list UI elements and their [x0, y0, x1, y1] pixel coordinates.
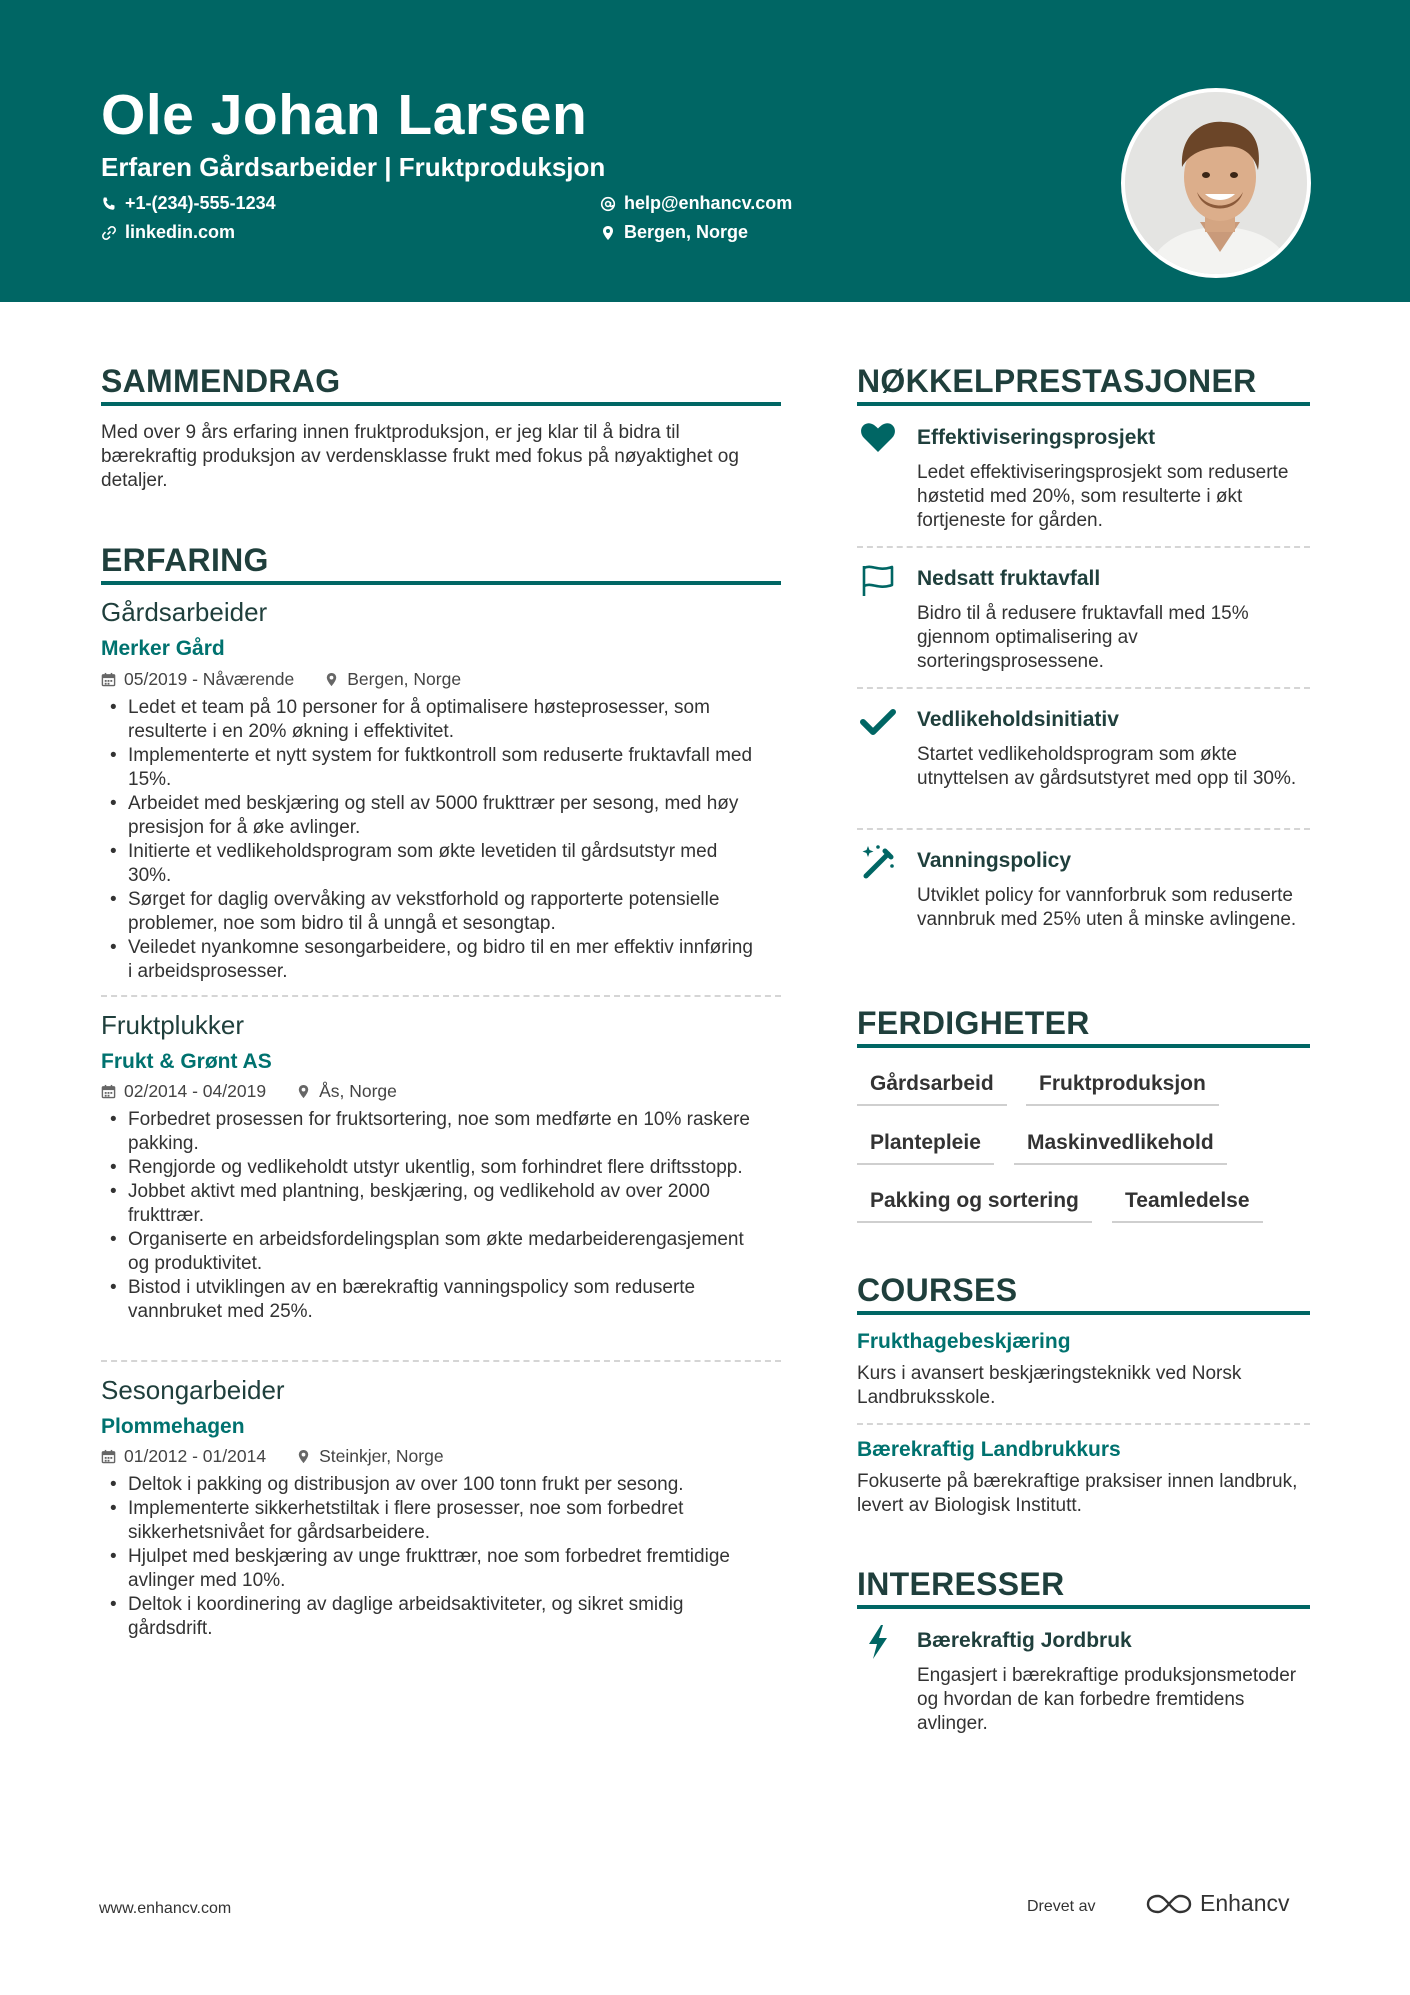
- job-company: Frukt & Grønt AS: [101, 1050, 272, 1073]
- list-item: • Implementerte et nytt system for fuktkontroll som reduserte fruktavfall med 15%.: [101, 744, 756, 792]
- interest-title: Bærekraftig Jordbruk: [917, 1629, 1132, 1652]
- achievement-title: Vanningspolicy: [917, 849, 1072, 872]
- phone-text: +1-(234)-555-1234: [125, 193, 276, 213]
- achievement-title: Nedsatt fruktavfall: [917, 567, 1101, 590]
- list-item: • Initierte et vedlikeholdsprogram som økte levetiden til gårdsutstyr med 30%.: [101, 840, 756, 888]
- skill-tag: Maskinvedlikehold: [1014, 1131, 1227, 1165]
- skills-rule: [857, 1044, 1310, 1048]
- job-bullets: [101, 1108, 756, 1324]
- footer-website[interactable]: www.enhancv.com: [99, 1900, 232, 1917]
- skill-tag: Teamledelse: [1112, 1189, 1263, 1223]
- divider: [101, 1360, 781, 1362]
- summary-heading: SAMMENDRAG: [101, 363, 341, 399]
- list-item: • Implementerte sikkerhetstiltak i flere prosesser, noe som forbedret sikkerhetsnivået for gårdsarbeidere.: [101, 1497, 756, 1545]
- header-banner: [0, 0, 1410, 302]
- achievement-title: Effektiviseringsprosjekt: [917, 426, 1156, 449]
- interest-desc: Engasjert i bærekraftige produksjonsmetoder og hvordan de kan forbedre fremtidens avlinger.: [917, 1665, 1297, 1734]
- experience-heading: ERFARING: [101, 542, 269, 578]
- link-icon: [101, 225, 117, 241]
- job-meta: [101, 1081, 397, 1102]
- list-item: • Rengjorde og vedlikeholdt utstyr ukentlig, som forhindret flere driftsstopp.: [101, 1156, 756, 1180]
- job-bullets: [101, 1473, 756, 1641]
- list-item: • Ledet et team på 10 personer for å optimalisere høsteprosesser, som resulterte i en 20% økning i effektivitet.: [101, 696, 756, 744]
- divider: [857, 1423, 1310, 1425]
- course-desc: Fokuserte på bærekraftige praksiser innen landbruk, levert av Biologisk Institutt.: [857, 1471, 1298, 1516]
- divider: [101, 995, 781, 997]
- divider: [857, 687, 1310, 689]
- candidate-name: Ole Johan Larsen: [101, 83, 588, 147]
- summary-rule: [101, 402, 781, 406]
- location-pin-icon: [296, 1084, 311, 1099]
- courses-rule: [857, 1311, 1310, 1315]
- courses-heading: COURSES: [857, 1272, 1018, 1308]
- list-item: • Bistod i utviklingen av en bærekraftig vanningspolicy som reduserte vannbruket med 25%.: [101, 1276, 756, 1324]
- job-company: Merker Gård: [101, 637, 225, 660]
- skills-heading: FERDIGHETER: [857, 1005, 1090, 1041]
- course-title: Bærekraftig Landbrukkurs: [857, 1438, 1121, 1461]
- candidate-title: Erfaren Gårdsarbeider | Fruktproduksjon: [101, 152, 606, 182]
- flag-icon: [858, 560, 898, 600]
- calendar-icon: [101, 1084, 116, 1099]
- interests-heading: INTERESSER: [857, 1566, 1065, 1602]
- footer-powered-by: Drevet av: [1027, 1898, 1096, 1915]
- skill-tag: Fruktproduksjon: [1026, 1072, 1219, 1106]
- list-item: • Deltok i pakking og distribusjon av over 100 tonn frukt per sesong.: [101, 1473, 756, 1497]
- skill-tag: Pakking og sortering: [857, 1189, 1092, 1223]
- job-meta: [101, 1446, 444, 1467]
- location-pin-icon: [324, 672, 339, 687]
- phone-contact: [101, 193, 276, 214]
- skill-tag: Plantepleie: [857, 1131, 994, 1165]
- job-location: Ås, Norge: [319, 1081, 397, 1101]
- job-meta: [101, 669, 461, 690]
- achievement-desc: Bidro til å redusere fruktavfall med 15% gjennom optimalisering av sorteringsprosessene.: [917, 603, 1249, 672]
- job-title: Fruktplukker: [101, 1010, 245, 1040]
- job-location: Bergen, Norge: [347, 669, 462, 689]
- course-title: Frukthagebeskjæring: [857, 1330, 1071, 1353]
- job-company: Plommehagen: [101, 1415, 245, 1438]
- job-title: Gårdsarbeider: [101, 597, 268, 627]
- achievement-desc: Ledet effektiviseringsprosjekt som reduserte høstetid med 20%, som resulterte i økt fortjeneste for gården.: [917, 462, 1289, 531]
- job-dates: 05/2019 - Nåværende: [124, 669, 295, 689]
- location-pin-icon: [296, 1449, 311, 1464]
- job-title: Sesongarbeider: [101, 1375, 285, 1405]
- enhancv-logo[interactable]: [1146, 1890, 1290, 1917]
- achievements-rule: [857, 402, 1310, 406]
- list-item: • Veiledet nyankomne sesongarbeidere, og bidro til en mer effektiv innføring i arbeidsprosesser.: [101, 936, 756, 984]
- list-item: • Jobbet aktivt med plantning, beskjæring, og vedlikehold av over 2000 frukttrær.: [101, 1180, 756, 1228]
- phone-icon: [101, 196, 117, 212]
- job-dates: 02/2014 - 04/2019: [124, 1081, 267, 1101]
- check-icon: [858, 702, 898, 742]
- divider: [857, 828, 1310, 830]
- calendar-icon: [101, 1449, 116, 1464]
- job-location: Steinkjer, Norge: [319, 1446, 444, 1466]
- course-desc: Kurs i avansert beskjæringsteknikk ved Norsk Landbruksskole.: [857, 1363, 1242, 1408]
- bolt-icon: [858, 1622, 898, 1662]
- interests-rule: [857, 1605, 1310, 1609]
- achievement-desc: Startet vedlikeholdsprogram som økte utnyttelsen av gårdsutstyret med opp til 30%.: [917, 744, 1297, 789]
- list-item: • Hjulpet med beskjæring av unge frukttrær, noe som forbedret fremtidige avlinger med 10%.: [101, 1545, 756, 1593]
- list-item: • Deltok i koordinering av daglige arbeidsaktiviteter, og sikret smidig gårdsdrift.: [101, 1593, 756, 1641]
- calendar-icon: [101, 672, 116, 687]
- heart-icon: [858, 418, 898, 458]
- job-bullets: [101, 696, 756, 984]
- enhancv-brand: Enhancv: [1200, 1890, 1290, 1916]
- summary-text: Med over 9 års erfaring innen fruktproduksjon, er jeg klar til å bidra til bærekraftig produksjon av verdensklasse frukt med fokus på nøyaktighet og detaljer.: [101, 422, 739, 491]
- avatar: [1121, 88, 1311, 278]
- location-text: Bergen, Norge: [624, 222, 749, 242]
- list-item: • Forbedret prosessen for fruktsortering, noe som medførte en 10% raskere pakking.: [101, 1108, 756, 1156]
- magic-wand-icon: [858, 842, 898, 882]
- achievement-title: Vedlikeholdsinitiativ: [917, 708, 1119, 731]
- linkedin-text[interactable]: linkedin.com: [125, 222, 236, 242]
- skill-tag: Gårdsarbeid: [857, 1072, 1007, 1106]
- list-item: • Organiserte en arbeidsfordelingsplan som økte medarbeiderengasjement og produktivitet.: [101, 1228, 756, 1276]
- at-icon: [600, 196, 616, 212]
- email-contact[interactable]: [600, 193, 792, 214]
- location-contact: [600, 222, 748, 243]
- achievements-heading: NØKKELPRESTASJONER: [857, 363, 1257, 399]
- achievement-desc: Utviklet policy for vannforbruk som reduserte vannbruk med 25% uten å minske avlingene.: [917, 885, 1297, 930]
- list-item: • Sørget for daglig overvåking av vekstforhold og rapporterte potensielle problemer, noe som bidro til å unngå et sesongtap.: [101, 888, 756, 936]
- experience-rule: [101, 581, 781, 585]
- location-pin-icon: [600, 225, 616, 241]
- job-dates: 01/2012 - 01/2014: [124, 1446, 267, 1466]
- divider: [857, 546, 1310, 548]
- linkedin-contact[interactable]: [101, 222, 235, 243]
- enhancv-logo-icon: [1146, 1892, 1192, 1916]
- list-item: • Arbeidet med beskjæring og stell av 5000 frukttrær per sesong, med høy presisjon for å øke avlinger.: [101, 792, 756, 840]
- email-text[interactable]: help@enhancv.com: [624, 193, 793, 213]
